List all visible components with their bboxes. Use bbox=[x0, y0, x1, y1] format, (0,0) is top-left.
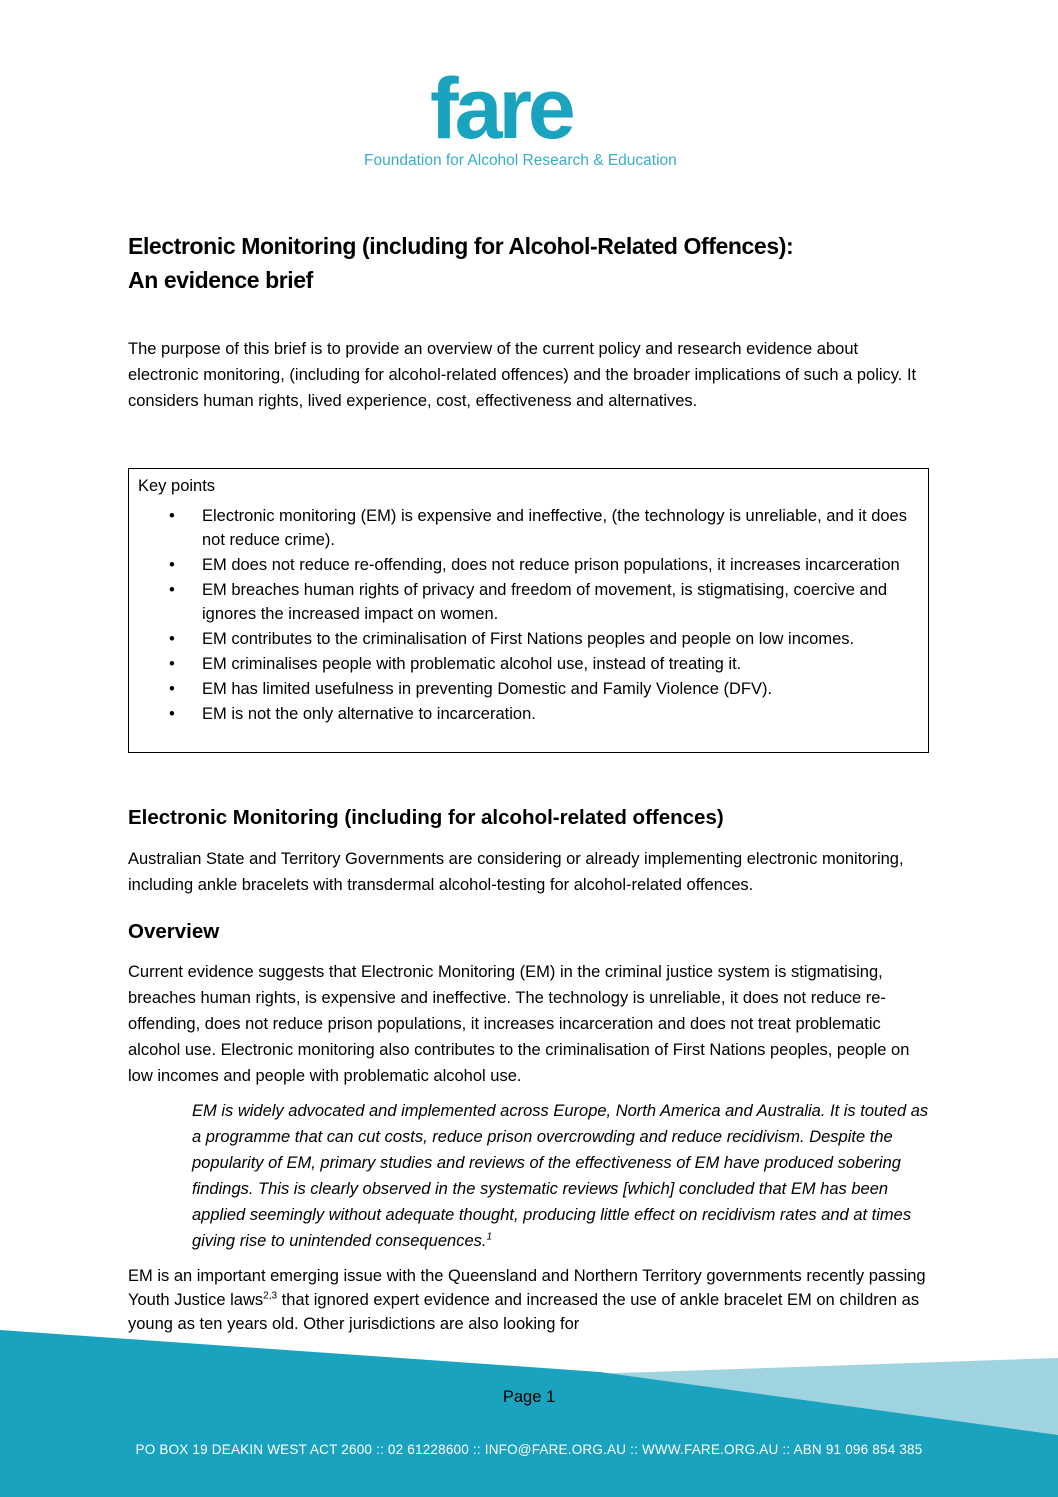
page-number: Page 1 bbox=[502, 1388, 556, 1406]
key-point-item: • Electronic monitoring (EM) is expensive and ineffective, (the technology is unreliable, and it does not reduce crime). bbox=[129, 504, 928, 552]
footnote-ref: 1 bbox=[486, 1231, 493, 1243]
overview-paragraph-2: EM is an important emerging issue with the Queensland and Northern Territory governments recently passing Youth Justice laws$^{2,3}$ that ignored expert evidence and increased the use of ankle bracelet EM on children as young as ten years old. Other jurisdictions are also looking for bbox=[128, 1267, 926, 1333]
footnote-ref: 2,3 bbox=[263, 1290, 278, 1302]
bullet-icon: • bbox=[169, 680, 175, 698]
footer-contact: PO BOX 19 DEAKIN WEST ACT 2600 :: 02 61228600 :: INFO@FARE.ORG.AU :: WWW.FARE.ORG.AU :: ABN 91 096 854 385 bbox=[135, 1442, 923, 1457]
footer-wave-dark bbox=[0, 1330, 1058, 1497]
section-heading-em: Electronic Monitoring (including for alcohol-related offences) bbox=[128, 806, 724, 829]
bullet-icon: • bbox=[169, 581, 175, 599]
key-point-item: • EM has limited usefulness in preventing Domestic and Family Violence (DFV). bbox=[129, 677, 928, 701]
logo-tagline: Foundation for Alcohol Research & Education bbox=[364, 152, 677, 169]
footer-wave bbox=[0, 1320, 1058, 1497]
bullet-icon: • bbox=[169, 556, 175, 574]
key-point-item: • EM contributes to the criminalisation of First Nations peoples and people on low incomes. bbox=[129, 627, 928, 651]
key-point-item: • EM is not the only alternative to incarceration. bbox=[129, 702, 928, 726]
key-point-item: • EM breaches human rights of privacy and freedom of movement, is stigmatising, coercive and ignores the increased impact on women. bbox=[129, 578, 928, 626]
bullet-icon: • bbox=[169, 655, 175, 673]
overview-paragraph: Current evidence suggests that Electronic Monitoring (EM) in the criminal justice system is stigmatising, breaches human rights, is expensive and ineffective. The technology is unreliable, it does not reduce re-offending, does not reduce prison populations, it increases incarceration and does not treat problematic alcohol use. Electronic monitoring also contributes to the criminalisation of First Nations peoples, people on low incomes and people with problematic alcohol use. bbox=[128, 963, 910, 1085]
key-points-heading: Key points bbox=[138, 477, 216, 495]
section-heading-overview: Overview bbox=[128, 920, 220, 943]
section-em-paragraph: Australian State and Territory Governments are considering or already implementing electronic monitoring, including ankle bracelets with transdermal alcohol-testing for alcohol-related offences. bbox=[128, 850, 904, 894]
logo-wordmark: fare bbox=[430, 72, 572, 152]
bullet-icon: • bbox=[169, 630, 175, 648]
bullet-icon: • bbox=[169, 507, 175, 525]
bullet-icon: • bbox=[169, 705, 175, 723]
key-points-list bbox=[129, 504, 928, 727]
block-quote: EM is widely advocated and implemented across Europe, North America and Australia. It is touted as a programme that can cut costs, reduce prison overcrowding and reduce recidivism. Despite the popularity of EM, primary studies and reviews of the effectiveness of EM have produced sobering findings. This is clearly observed in the systematic reviews [which] concluded that EM has been applied seemingly without adequate thought, producing little effect on recidivism rates and at times giving rise to unintended consequences.$^1$ bbox=[192, 1102, 929, 1250]
title-line-1: Electronic Monitoring (including for Alcohol-Related Offences): bbox=[128, 233, 794, 259]
intro-paragraph: The purpose of this brief is to provide an overview of the current policy and research evidence about electronic monitoring, (including for alcohol-related offences) and the broader implications of such a policy. It considers human rights, lived experience, cost, effectiveness and alternatives. bbox=[128, 340, 917, 410]
document-title bbox=[128, 229, 928, 297]
key-point-item: • EM does not reduce re-offending, does not reduce prison populations, it increases incarceration bbox=[129, 553, 928, 577]
key-points-box bbox=[128, 468, 929, 753]
title-line-2: An evidence brief bbox=[128, 267, 313, 293]
key-point-item: • EM criminalises people with problematic alcohol use, instead of treating it. bbox=[129, 652, 928, 676]
